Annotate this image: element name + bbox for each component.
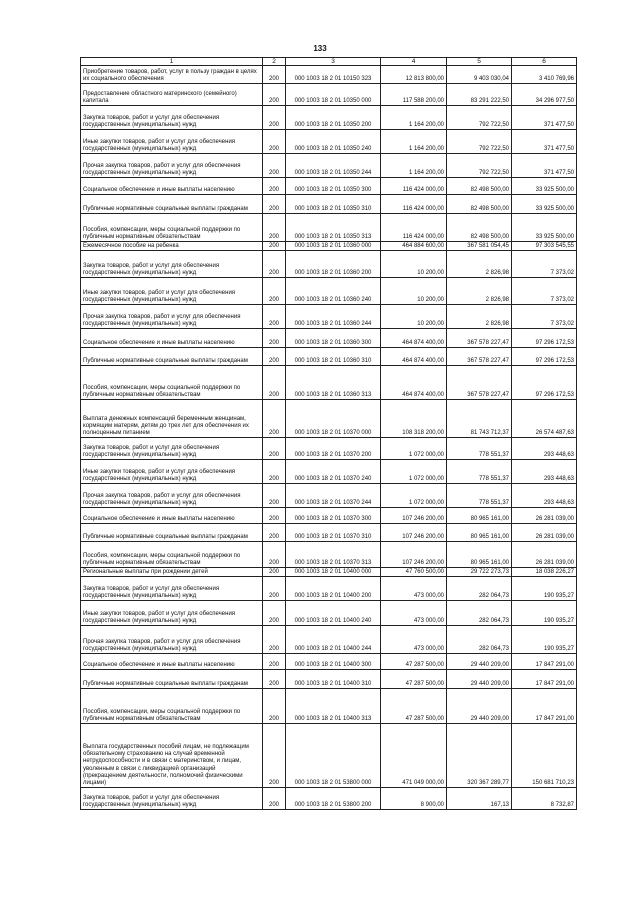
table-row — [81, 305, 577, 329]
table-row — [81, 329, 577, 348]
row-name-cell: Закупка товаров, работ и услуг для обеспечения государственных (муниципальных) нужд — [81, 788, 263, 810]
table-row — [81, 178, 577, 195]
row-remainder-cell: 26 281 039,00 — [512, 542, 577, 568]
row-code-cell: 200 — [263, 329, 286, 348]
row-kbk-cell: 000 1003 18 2 01 10360 200 — [286, 251, 381, 278]
row-approved-cell: 10 200,00 — [381, 305, 447, 329]
table-row — [81, 654, 577, 670]
row-kbk-cell: 000 1003 18 2 01 10370 313 — [286, 542, 381, 568]
row-name-cell: Иные закупки товаров, работ и услуг для обеспечения государственных (муниципальных) нужд — [81, 130, 263, 154]
row-approved-cell: 473 000,00 — [381, 577, 447, 601]
row-approved-cell: 473 000,00 — [381, 626, 447, 654]
row-executed-cell: 778 551,37 — [447, 438, 512, 460]
row-executed-cell: 80 965 161,00 — [447, 508, 512, 524]
table-row — [81, 460, 577, 484]
header-col-6: 6 — [512, 58, 577, 66]
row-kbk-cell: 000 1003 18 2 01 10360 310 — [286, 348, 381, 366]
row-executed-cell: 282 064,73 — [447, 626, 512, 654]
row-name-cell: Выплата государственных пособий лицам, не подлежащим обязательному страхованию на случай временной нетрудоспособности и в связи с материнством, и лицам, уволенным в связи с ликвидацией организаций (прекращением деятельности, полномочий физическими лицами) — [81, 724, 263, 788]
row-code-cell: 200 — [263, 251, 286, 278]
table-row — [81, 689, 577, 724]
row-executed-cell: 83 291 222,50 — [447, 84, 512, 106]
row-remainder-cell: 18 038 226,27 — [512, 568, 577, 577]
row-approved-cell: 107 246 200,00 — [381, 542, 447, 568]
row-remainder-cell: 33 925 500,00 — [512, 195, 577, 214]
row-approved-cell: 464 874 400,00 — [381, 348, 447, 366]
table-row — [81, 251, 577, 278]
table-row — [81, 195, 577, 214]
row-approved-cell: 117 588 200,00 — [381, 84, 447, 106]
row-executed-cell: 367 581 054,45 — [447, 242, 512, 251]
row-executed-cell: 82 498 500,00 — [447, 195, 512, 214]
row-name-cell: Прочая закупка товаров, работ и услуг для обеспечения государственных (муниципальных) нужд — [81, 626, 263, 654]
row-remainder-cell: 190 935,27 — [512, 626, 577, 654]
row-name-cell: Выплата денежных компенсаций беременным женщинам, кормящим матерям, детям до трех лет для обеспечения их полноценным питанием — [81, 400, 263, 438]
row-executed-cell: 282 064,73 — [447, 577, 512, 601]
row-kbk-cell: 000 1003 18 2 01 10400 000 — [286, 568, 381, 577]
row-executed-cell: 792 722,50 — [447, 106, 512, 130]
row-code-cell: 200 — [263, 214, 286, 242]
row-executed-cell: 2 826,98 — [447, 278, 512, 305]
row-approved-cell: 12 813 800,00 — [381, 66, 447, 84]
row-name-cell: Пособия, компенсации, меры социальной поддержки по публичным нормативным обязательствам — [81, 366, 263, 400]
row-remainder-cell: 34 296 977,50 — [512, 84, 577, 106]
row-approved-cell: 108 318 200,00 — [381, 400, 447, 438]
table-row — [81, 214, 577, 242]
row-approved-cell: 116 424 000,00 — [381, 195, 447, 214]
table-row — [81, 542, 577, 568]
row-code-cell: 200 — [263, 508, 286, 524]
row-kbk-cell: 000 1003 18 2 01 10400 313 — [286, 689, 381, 724]
row-code-cell: 200 — [263, 601, 286, 626]
row-approved-cell: 471 049 000,00 — [381, 724, 447, 788]
row-name-cell: Пособия, компенсации, меры социальной поддержки по публичным нормативным обязательствам — [81, 214, 263, 242]
row-name-cell: Пособия, компенсации, меры социальной поддержки по публичным нормативным обязательствам — [81, 542, 263, 568]
row-name-cell: Публичные нормативные социальные выплаты гражданам — [81, 195, 263, 214]
row-executed-cell: 167,13 — [447, 788, 512, 810]
row-remainder-cell: 190 935,27 — [512, 577, 577, 601]
row-executed-cell: 80 965 161,00 — [447, 542, 512, 568]
row-name-cell: Предоставление областного материнского (семейного) капитала — [81, 84, 263, 106]
row-kbk-cell: 000 1003 18 2 01 10360 300 — [286, 329, 381, 348]
row-approved-cell: 1 072 000,00 — [381, 484, 447, 508]
row-kbk-cell: 000 1003 18 2 01 10350 200 — [286, 106, 381, 130]
row-code-cell: 200 — [263, 400, 286, 438]
row-kbk-cell: 000 1003 18 2 01 10370 000 — [286, 400, 381, 438]
row-approved-cell: 10 200,00 — [381, 251, 447, 278]
row-kbk-cell: 000 1003 18 2 01 10350 300 — [286, 178, 381, 195]
row-kbk-cell: 000 1003 18 2 01 10370 240 — [286, 460, 381, 484]
row-remainder-cell: 8 732,87 — [512, 788, 577, 810]
row-code-cell: 200 — [263, 130, 286, 154]
row-code-cell: 200 — [263, 524, 286, 542]
row-code-cell: 200 — [263, 66, 286, 84]
row-code-cell: 200 — [263, 460, 286, 484]
row-executed-cell: 29 440 209,00 — [447, 689, 512, 724]
row-approved-cell: 1 072 000,00 — [381, 438, 447, 460]
table-row — [81, 154, 577, 178]
row-code-cell: 200 — [263, 106, 286, 130]
table-row — [81, 438, 577, 460]
row-name-cell: Ежемесячное пособие на ребенка — [81, 242, 263, 251]
table-row — [81, 524, 577, 542]
table-row — [81, 577, 577, 601]
table-row — [81, 106, 577, 130]
row-remainder-cell: 17 847 291,00 — [512, 654, 577, 670]
table-row — [81, 366, 577, 400]
row-approved-cell: 1 164 200,00 — [381, 106, 447, 130]
row-remainder-cell: 7 373,02 — [512, 278, 577, 305]
row-approved-cell: 10 200,00 — [381, 278, 447, 305]
row-remainder-cell: 26 574 487,63 — [512, 400, 577, 438]
row-code-cell: 200 — [263, 84, 286, 106]
row-name-cell: Социальное обеспечение и иные выплаты населению — [81, 178, 263, 195]
row-kbk-cell: 000 1003 18 2 01 10400 240 — [286, 601, 381, 626]
row-remainder-cell: 17 847 291,00 — [512, 689, 577, 724]
table-row — [81, 400, 577, 438]
row-remainder-cell: 26 281 039,00 — [512, 508, 577, 524]
row-kbk-cell: 000 1003 18 2 01 10370 200 — [286, 438, 381, 460]
table-row — [81, 348, 577, 366]
table-row — [81, 484, 577, 508]
row-remainder-cell: 3 410 769,96 — [512, 66, 577, 84]
table-row — [81, 601, 577, 626]
row-code-cell: 200 — [263, 366, 286, 400]
row-name-cell: Закупка товаров, работ и услуг для обеспечения государственных (муниципальных) нужд — [81, 251, 263, 278]
row-remainder-cell: 371 477,50 — [512, 130, 577, 154]
row-name-cell: Иные закупки товаров, работ и услуг для обеспечения государственных (муниципальных) нужд — [81, 460, 263, 484]
row-remainder-cell: 371 477,50 — [512, 154, 577, 178]
row-kbk-cell: 000 1003 18 2 01 10400 310 — [286, 670, 381, 689]
row-name-cell: Социальное обеспечение и иные выплаты населению — [81, 654, 263, 670]
row-approved-cell: 8 900,00 — [381, 788, 447, 810]
row-executed-cell: 29 440 209,00 — [447, 670, 512, 689]
row-code-cell: 200 — [263, 278, 286, 305]
header-col-3: 3 — [286, 58, 381, 66]
row-executed-cell: 367 578 227,47 — [447, 366, 512, 400]
budget-execution-table — [80, 57, 577, 810]
table-row — [81, 130, 577, 154]
row-approved-cell: 47 287 500,00 — [381, 689, 447, 724]
row-code-cell: 200 — [263, 788, 286, 810]
row-executed-cell: 778 551,37 — [447, 460, 512, 484]
row-kbk-cell: 000 1003 18 2 01 10400 200 — [286, 577, 381, 601]
row-kbk-cell: 000 1003 18 2 01 10400 244 — [286, 626, 381, 654]
row-kbk-cell: 000 1003 18 2 01 10370 300 — [286, 508, 381, 524]
row-remainder-cell: 17 847 291,00 — [512, 670, 577, 689]
table-body — [81, 58, 577, 810]
row-name-cell: Региональные выплаты при рождении детей — [81, 568, 263, 577]
row-executed-cell: 2 826,98 — [447, 251, 512, 278]
row-name-cell: Социальное обеспечение и иные выплаты населению — [81, 329, 263, 348]
row-kbk-cell: 000 1003 18 2 01 10360 313 — [286, 366, 381, 400]
row-remainder-cell: 150 681 710,23 — [512, 724, 577, 788]
row-approved-cell: 107 246 200,00 — [381, 524, 447, 542]
row-kbk-cell: 000 1003 18 2 01 10350 310 — [286, 195, 381, 214]
row-name-cell: Прочая закупка товаров, работ и услуг для обеспечения государственных (муниципальных) нужд — [81, 484, 263, 508]
row-code-cell: 200 — [263, 438, 286, 460]
table-row — [81, 626, 577, 654]
row-kbk-cell: 000 1003 18 2 01 53800 200 — [286, 788, 381, 810]
row-code-cell: 200 — [263, 724, 286, 788]
row-approved-cell: 473 000,00 — [381, 601, 447, 626]
row-remainder-cell: 293 448,63 — [512, 484, 577, 508]
row-code-cell: 200 — [263, 305, 286, 329]
row-code-cell: 200 — [263, 154, 286, 178]
row-name-cell: Публичные нормативные социальные выплаты гражданам — [81, 348, 263, 366]
row-kbk-cell: 000 1003 18 2 01 10350 244 — [286, 154, 381, 178]
table-row — [81, 670, 577, 689]
row-executed-cell: 29 440 209,00 — [447, 654, 512, 670]
row-executed-cell: 778 551,37 — [447, 484, 512, 508]
row-name-cell: Иные закупки товаров, работ и услуг для обеспечения государственных (муниципальных) нужд — [81, 278, 263, 305]
row-remainder-cell: 26 281 039,00 — [512, 524, 577, 542]
row-executed-cell: 81 743 712,37 — [447, 400, 512, 438]
row-name-cell: Приобретение товаров, работ, услуг в пользу граждан в целях их социального обеспечения — [81, 66, 263, 84]
row-kbk-cell: 000 1003 18 2 01 10360 240 — [286, 278, 381, 305]
row-approved-cell: 116 424 000,00 — [381, 178, 447, 195]
table-row — [81, 66, 577, 84]
row-name-cell: Публичные нормативные социальные выплаты гражданам — [81, 670, 263, 689]
row-remainder-cell: 371 477,50 — [512, 106, 577, 130]
row-name-cell: Закупка товаров, работ и услуг для обеспечения государственных (муниципальных) нужд — [81, 438, 263, 460]
row-remainder-cell: 33 925 500,00 — [512, 178, 577, 195]
table-row — [81, 724, 577, 788]
row-kbk-cell: 000 1003 18 2 01 10350 000 — [286, 84, 381, 106]
row-code-cell: 200 — [263, 577, 286, 601]
row-code-cell: 200 — [263, 195, 286, 214]
row-approved-cell: 47 287 500,00 — [381, 670, 447, 689]
row-approved-cell: 47 287 500,00 — [381, 654, 447, 670]
row-approved-cell: 1 164 200,00 — [381, 130, 447, 154]
row-code-cell: 200 — [263, 348, 286, 366]
header-col-2: 2 — [263, 58, 286, 66]
row-code-cell: 200 — [263, 542, 286, 568]
row-remainder-cell: 97 296 172,53 — [512, 329, 577, 348]
row-executed-cell: 367 578 227,47 — [447, 348, 512, 366]
row-executed-cell: 792 722,50 — [447, 154, 512, 178]
row-approved-cell: 464 884 600,00 — [381, 242, 447, 251]
row-name-cell: Закупка товаров, работ и услуг для обеспечения государственных (муниципальных) нужд — [81, 577, 263, 601]
row-kbk-cell: 000 1003 18 2 01 10360 244 — [286, 305, 381, 329]
page-number: 133 — [313, 44, 327, 53]
row-remainder-cell: 293 448,63 — [512, 438, 577, 460]
row-kbk-cell: 000 1003 18 2 01 53800 000 — [286, 724, 381, 788]
row-name-cell: Иные закупки товаров, работ и услуг для обеспечения государственных (муниципальных) нужд — [81, 601, 263, 626]
row-executed-cell: 2 826,98 — [447, 305, 512, 329]
row-remainder-cell: 97 296 172,53 — [512, 348, 577, 366]
row-executed-cell: 282 064,73 — [447, 601, 512, 626]
row-code-cell: 200 — [263, 654, 286, 670]
row-kbk-cell: 000 1003 18 2 01 10360 000 — [286, 242, 381, 251]
row-code-cell: 200 — [263, 568, 286, 577]
table-row — [81, 84, 577, 106]
row-executed-cell: 82 498 500,00 — [447, 178, 512, 195]
row-code-cell: 200 — [263, 242, 286, 251]
row-kbk-cell: 000 1003 18 2 01 10350 240 — [286, 130, 381, 154]
row-kbk-cell: 000 1003 18 2 01 10400 300 — [286, 654, 381, 670]
row-name-cell: Закупка товаров, работ и услуг для обеспечения государственных (муниципальных) нужд — [81, 106, 263, 130]
table-header-row — [81, 58, 577, 66]
row-executed-cell: 80 965 161,00 — [447, 524, 512, 542]
header-col-4: 4 — [381, 58, 447, 66]
header-col-5: 5 — [447, 58, 512, 66]
row-remainder-cell: 33 925 500,00 — [512, 214, 577, 242]
row-code-cell: 200 — [263, 178, 286, 195]
row-kbk-cell: 000 1003 18 2 01 10350 313 — [286, 214, 381, 242]
row-kbk-cell: 000 1003 18 2 01 10370 244 — [286, 484, 381, 508]
row-code-cell: 200 — [263, 484, 286, 508]
row-remainder-cell: 293 448,63 — [512, 460, 577, 484]
row-executed-cell: 320 367 289,77 — [447, 724, 512, 788]
row-executed-cell: 29 722 273,73 — [447, 568, 512, 577]
row-remainder-cell: 190 935,27 — [512, 601, 577, 626]
row-remainder-cell: 97 296 172,53 — [512, 366, 577, 400]
row-approved-cell: 1 164 200,00 — [381, 154, 447, 178]
row-executed-cell: 367 578 227,47 — [447, 329, 512, 348]
header-col-1: 1 — [81, 58, 263, 66]
table-row — [81, 788, 577, 810]
row-kbk-cell: 000 1003 18 2 01 10370 310 — [286, 524, 381, 542]
row-code-cell: 200 — [263, 626, 286, 654]
table-row — [81, 242, 577, 251]
row-code-cell: 200 — [263, 689, 286, 724]
row-executed-cell: 9 403 030,04 — [447, 66, 512, 84]
table-row — [81, 568, 577, 577]
row-code-cell: 200 — [263, 670, 286, 689]
row-approved-cell: 47 760 500,00 — [381, 568, 447, 577]
row-remainder-cell: 97 303 545,55 — [512, 242, 577, 251]
row-executed-cell: 82 498 500,00 — [447, 214, 512, 242]
table-row — [81, 278, 577, 305]
row-kbk-cell: 000 1003 18 2 01 10150 323 — [286, 66, 381, 84]
row-remainder-cell: 7 373,02 — [512, 251, 577, 278]
row-remainder-cell: 7 373,02 — [512, 305, 577, 329]
row-name-cell: Публичные нормативные социальные выплаты гражданам — [81, 524, 263, 542]
row-approved-cell: 1 072 000,00 — [381, 460, 447, 484]
row-approved-cell: 464 874 400,00 — [381, 366, 447, 400]
row-approved-cell: 107 246 200,00 — [381, 508, 447, 524]
row-name-cell: Пособия, компенсации, меры социальной поддержки по публичным нормативным обязательствам — [81, 689, 263, 724]
row-name-cell: Социальное обеспечение и иные выплаты населению — [81, 508, 263, 524]
row-approved-cell: 464 874 400,00 — [381, 329, 447, 348]
row-approved-cell: 116 424 000,00 — [381, 214, 447, 242]
row-name-cell: Прочая закупка товаров, работ и услуг для обеспечения государственных (муниципальных) нужд — [81, 305, 263, 329]
row-executed-cell: 792 722,50 — [447, 130, 512, 154]
row-name-cell: Прочая закупка товаров, работ и услуг для обеспечения государственных (муниципальных) нужд — [81, 154, 263, 178]
table-row — [81, 508, 577, 524]
